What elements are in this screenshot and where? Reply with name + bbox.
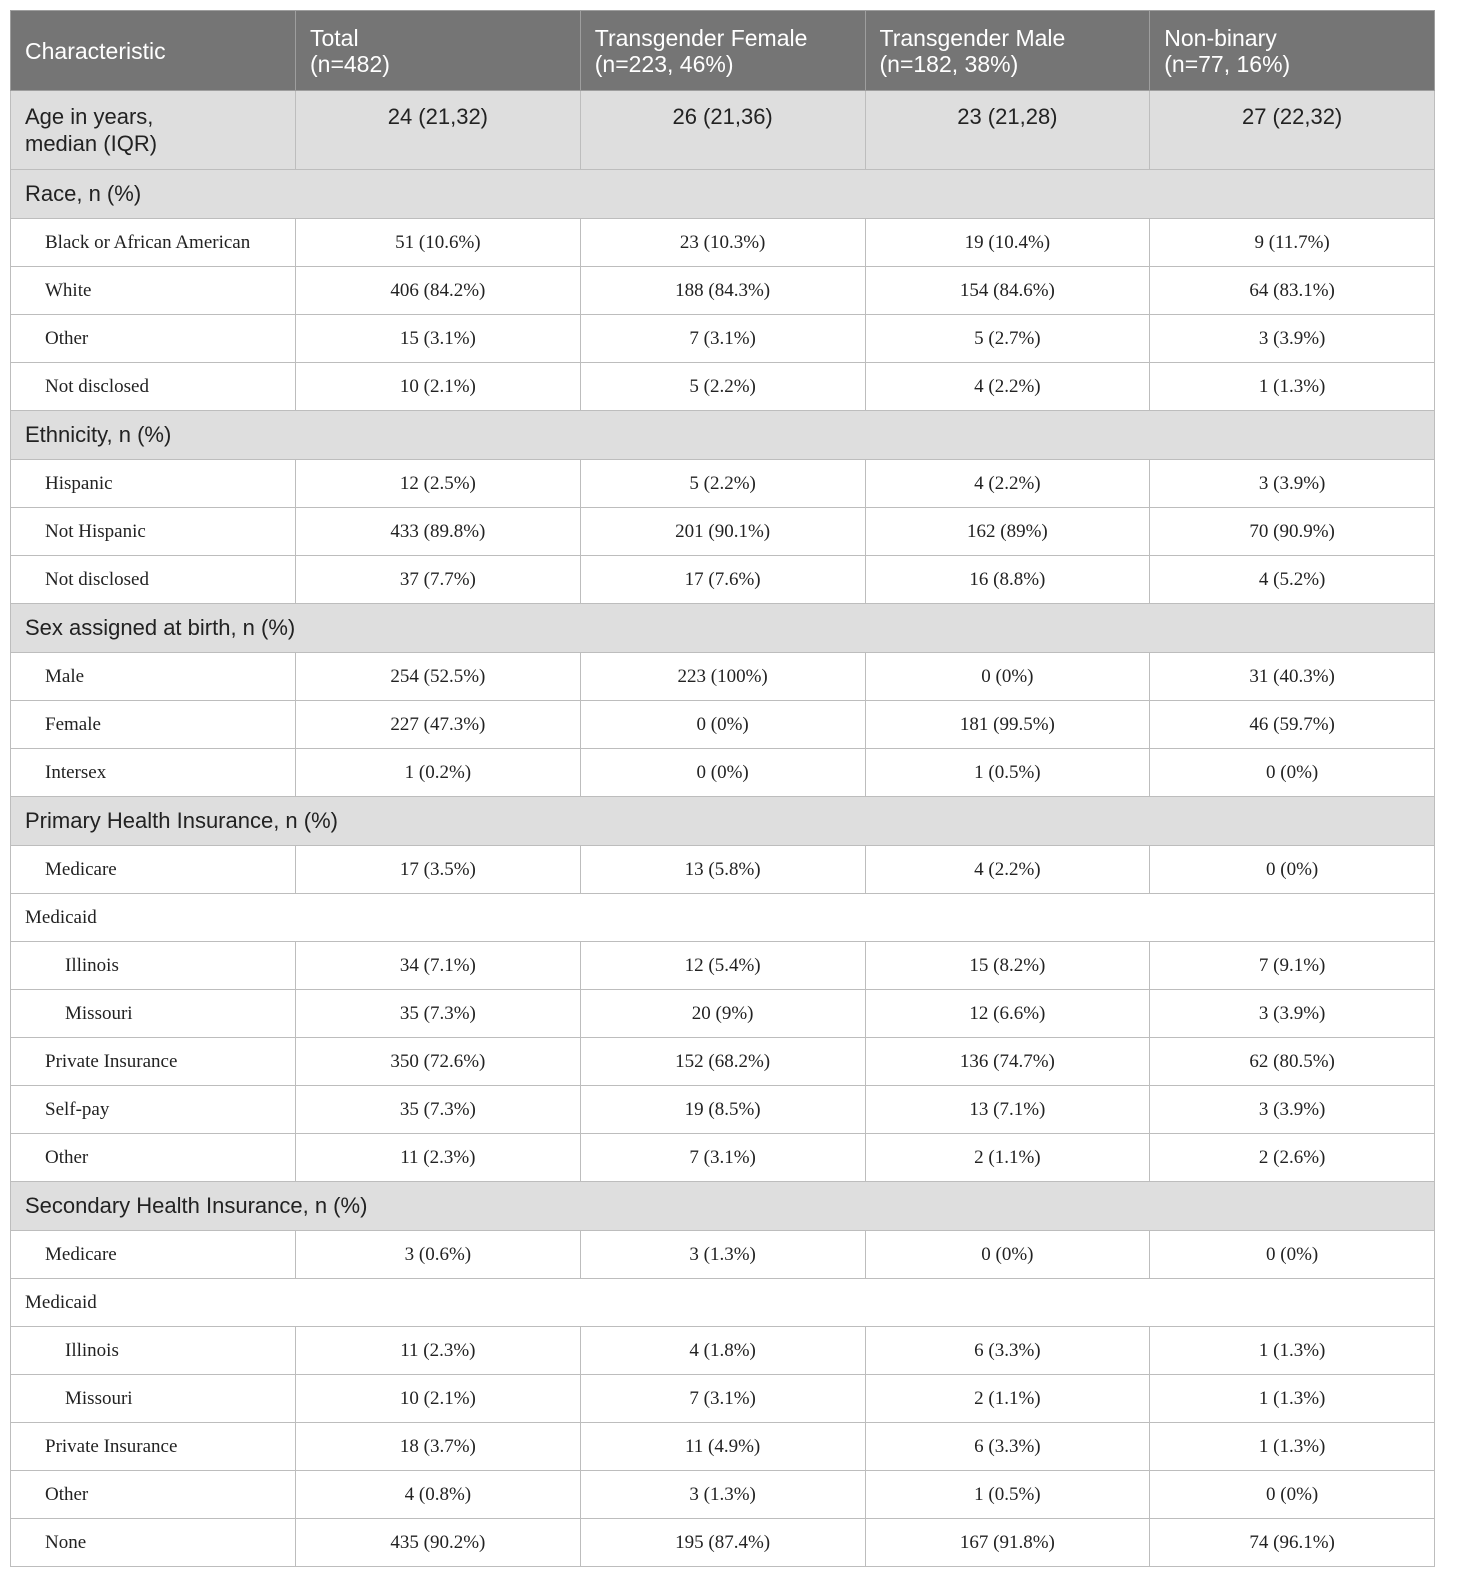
table-cell: 0 (0%)	[1150, 846, 1435, 894]
table-cell: 70 (90.9%)	[1150, 508, 1435, 556]
row-label: Other	[11, 1471, 296, 1519]
table-cell: 27 (22,32)	[1150, 91, 1435, 170]
row-label: Not disclosed	[11, 556, 296, 604]
table-cell: 0 (0%)	[1150, 1231, 1435, 1279]
section-secondary-insurance	[11, 1182, 1435, 1231]
table-cell: 154 (84.6%)	[865, 267, 1150, 315]
table-cell: 7 (3.1%)	[580, 1375, 865, 1423]
table-cell: 4 (2.2%)	[865, 363, 1150, 411]
table-cell: 0 (0%)	[1150, 1471, 1435, 1519]
row-label: Missouri	[11, 1375, 296, 1423]
table-cell: 223 (100%)	[580, 653, 865, 701]
table-row	[11, 1519, 1435, 1567]
table-cell: 17 (3.5%)	[296, 846, 581, 894]
age-label: Age in years, median (IQR)	[11, 91, 296, 170]
table-cell: 0 (0%)	[580, 749, 865, 797]
table-cell: 152 (68.2%)	[580, 1038, 865, 1086]
table-cell: 5 (2.2%)	[580, 460, 865, 508]
table-cell: 3 (1.3%)	[580, 1231, 865, 1279]
table-cell: 23 (10.3%)	[580, 219, 865, 267]
row-label: Self-pay	[11, 1086, 296, 1134]
table-row	[11, 556, 1435, 604]
table-cell: 9 (11.7%)	[1150, 219, 1435, 267]
row-label: Intersex	[11, 749, 296, 797]
table-cell: 254 (52.5%)	[296, 653, 581, 701]
table-cell: 4 (2.2%)	[865, 846, 1150, 894]
row-label: None	[11, 1519, 296, 1567]
table-cell: 20 (9%)	[580, 990, 865, 1038]
table-cell: 4 (5.2%)	[1150, 556, 1435, 604]
table-cell: 24 (21,32)	[296, 91, 581, 170]
table-cell: 10 (2.1%)	[296, 1375, 581, 1423]
table-cell: 37 (7.7%)	[296, 556, 581, 604]
table-cell: 5 (2.7%)	[865, 315, 1150, 363]
section-title: Sex assigned at birth, n (%)	[11, 604, 1435, 653]
table-cell: 11 (2.3%)	[296, 1134, 581, 1182]
row-label: Other	[11, 1134, 296, 1182]
table-cell: 18 (3.7%)	[296, 1423, 581, 1471]
table-cell: 2 (1.1%)	[865, 1375, 1150, 1423]
table-cell: 181 (99.5%)	[865, 701, 1150, 749]
row-label: Female	[11, 701, 296, 749]
row-label: Medicare	[11, 1231, 296, 1279]
table-row	[11, 219, 1435, 267]
demographics-table	[10, 10, 1435, 1567]
table-row	[11, 460, 1435, 508]
table-cell: 1 (1.3%)	[1150, 1423, 1435, 1471]
table-cell: 62 (80.5%)	[1150, 1038, 1435, 1086]
table-cell: 11 (2.3%)	[296, 1327, 581, 1375]
section-title: Ethnicity, n (%)	[11, 411, 1435, 460]
row-label: Medicaid	[11, 1279, 1435, 1327]
table-row	[11, 508, 1435, 556]
header-non-binary: Non-binary (n=77, 16%)	[1150, 11, 1435, 91]
table-cell: 64 (83.1%)	[1150, 267, 1435, 315]
table-row	[11, 1134, 1435, 1182]
table-row	[11, 1279, 1435, 1327]
section-race	[11, 170, 1435, 219]
table-cell: 0 (0%)	[1150, 749, 1435, 797]
table-cell: 35 (7.3%)	[296, 1086, 581, 1134]
section-ethnicity	[11, 411, 1435, 460]
table-cell: 5 (2.2%)	[580, 363, 865, 411]
table-cell: 1 (1.3%)	[1150, 1375, 1435, 1423]
table-cell: 31 (40.3%)	[1150, 653, 1435, 701]
table-cell: 167 (91.8%)	[865, 1519, 1150, 1567]
table-row	[11, 653, 1435, 701]
row-label: Private Insurance	[11, 1423, 296, 1471]
section-title: Secondary Health Insurance, n (%)	[11, 1182, 1435, 1231]
header-row	[11, 11, 1435, 91]
table-cell: 406 (84.2%)	[296, 267, 581, 315]
table-cell: 6 (3.3%)	[865, 1327, 1150, 1375]
table-cell: 4 (0.8%)	[296, 1471, 581, 1519]
table-cell: 13 (7.1%)	[865, 1086, 1150, 1134]
row-label: Black or African American	[11, 219, 296, 267]
table-cell: 4 (1.8%)	[580, 1327, 865, 1375]
table-cell: 12 (5.4%)	[580, 942, 865, 990]
table-row	[11, 701, 1435, 749]
table-cell: 12 (2.5%)	[296, 460, 581, 508]
section-sex-assigned	[11, 604, 1435, 653]
table-cell: 12 (6.6%)	[865, 990, 1150, 1038]
row-label: Hispanic	[11, 460, 296, 508]
table-row	[11, 267, 1435, 315]
table-cell: 17 (7.6%)	[580, 556, 865, 604]
table-cell: 1 (0.2%)	[296, 749, 581, 797]
table-row	[11, 942, 1435, 990]
table-cell: 26 (21,36)	[580, 91, 865, 170]
row-label: Male	[11, 653, 296, 701]
row-label: Illinois	[11, 1327, 296, 1375]
table-row	[11, 894, 1435, 942]
table-row	[11, 1086, 1435, 1134]
table-cell: 11 (4.9%)	[580, 1423, 865, 1471]
row-label: Other	[11, 315, 296, 363]
row-label: White	[11, 267, 296, 315]
table-cell: 0 (0%)	[865, 1231, 1150, 1279]
header-total: Total (n=482)	[296, 11, 581, 91]
table-row	[11, 315, 1435, 363]
table-row	[11, 1471, 1435, 1519]
section-title: Primary Health Insurance, n (%)	[11, 797, 1435, 846]
table-cell: 435 (90.2%)	[296, 1519, 581, 1567]
table-row	[11, 363, 1435, 411]
table-cell: 1 (1.3%)	[1150, 363, 1435, 411]
table-row	[11, 1231, 1435, 1279]
table-cell: 15 (8.2%)	[865, 942, 1150, 990]
table-cell: 3 (0.6%)	[296, 1231, 581, 1279]
table-cell: 136 (74.7%)	[865, 1038, 1150, 1086]
table-cell: 1 (1.3%)	[1150, 1327, 1435, 1375]
section-primary-insurance	[11, 797, 1435, 846]
table-cell: 19 (8.5%)	[580, 1086, 865, 1134]
row-label: Missouri	[11, 990, 296, 1038]
table-cell: 195 (87.4%)	[580, 1519, 865, 1567]
table-cell: 74 (96.1%)	[1150, 1519, 1435, 1567]
table-row	[11, 1038, 1435, 1086]
table-cell: 35 (7.3%)	[296, 990, 581, 1038]
table-cell: 3 (3.9%)	[1150, 315, 1435, 363]
table-cell: 16 (8.8%)	[865, 556, 1150, 604]
table-cell: 4 (2.2%)	[865, 460, 1150, 508]
header-transgender-female: Transgender Female (n=223, 46%)	[580, 11, 865, 91]
table-cell: 1 (0.5%)	[865, 1471, 1150, 1519]
row-label: Illinois	[11, 942, 296, 990]
table-cell: 3 (3.9%)	[1150, 460, 1435, 508]
table-cell: 34 (7.1%)	[296, 942, 581, 990]
table-cell: 2 (2.6%)	[1150, 1134, 1435, 1182]
table-cell: 3 (1.3%)	[580, 1471, 865, 1519]
table-cell: 7 (9.1%)	[1150, 942, 1435, 990]
table-row	[11, 846, 1435, 894]
table-cell: 201 (90.1%)	[580, 508, 865, 556]
table-row	[11, 1423, 1435, 1471]
table-cell: 19 (10.4%)	[865, 219, 1150, 267]
table-row	[11, 749, 1435, 797]
table-cell: 10 (2.1%)	[296, 363, 581, 411]
table-cell: 15 (3.1%)	[296, 315, 581, 363]
table-cell: 7 (3.1%)	[580, 1134, 865, 1182]
table-cell: 1 (0.5%)	[865, 749, 1150, 797]
section-title: Race, n (%)	[11, 170, 1435, 219]
row-label: Medicare	[11, 846, 296, 894]
table-cell: 0 (0%)	[580, 701, 865, 749]
table-cell: 188 (84.3%)	[580, 267, 865, 315]
table-cell: 433 (89.8%)	[296, 508, 581, 556]
table-cell: 13 (5.8%)	[580, 846, 865, 894]
table-cell: 3 (3.9%)	[1150, 1086, 1435, 1134]
table-cell: 7 (3.1%)	[580, 315, 865, 363]
table-cell: 162 (89%)	[865, 508, 1150, 556]
table-row	[11, 1375, 1435, 1423]
table-cell: 51 (10.6%)	[296, 219, 581, 267]
table-cell: 46 (59.7%)	[1150, 701, 1435, 749]
row-label: Private Insurance	[11, 1038, 296, 1086]
table-cell: 350 (72.6%)	[296, 1038, 581, 1086]
row-label: Not Hispanic	[11, 508, 296, 556]
table-cell: 227 (47.3%)	[296, 701, 581, 749]
header-characteristic: Characteristic	[11, 11, 296, 91]
table-row	[11, 1327, 1435, 1375]
row-label: Medicaid	[11, 894, 1435, 942]
table-cell: 3 (3.9%)	[1150, 990, 1435, 1038]
row-label: Not disclosed	[11, 363, 296, 411]
table-row	[11, 990, 1435, 1038]
age-row	[11, 91, 1435, 170]
table-cell: 0 (0%)	[865, 653, 1150, 701]
header-transgender-male: Transgender Male (n=182, 38%)	[865, 11, 1150, 91]
table-cell: 2 (1.1%)	[865, 1134, 1150, 1182]
table-cell: 6 (3.3%)	[865, 1423, 1150, 1471]
table-cell: 23 (21,28)	[865, 91, 1150, 170]
